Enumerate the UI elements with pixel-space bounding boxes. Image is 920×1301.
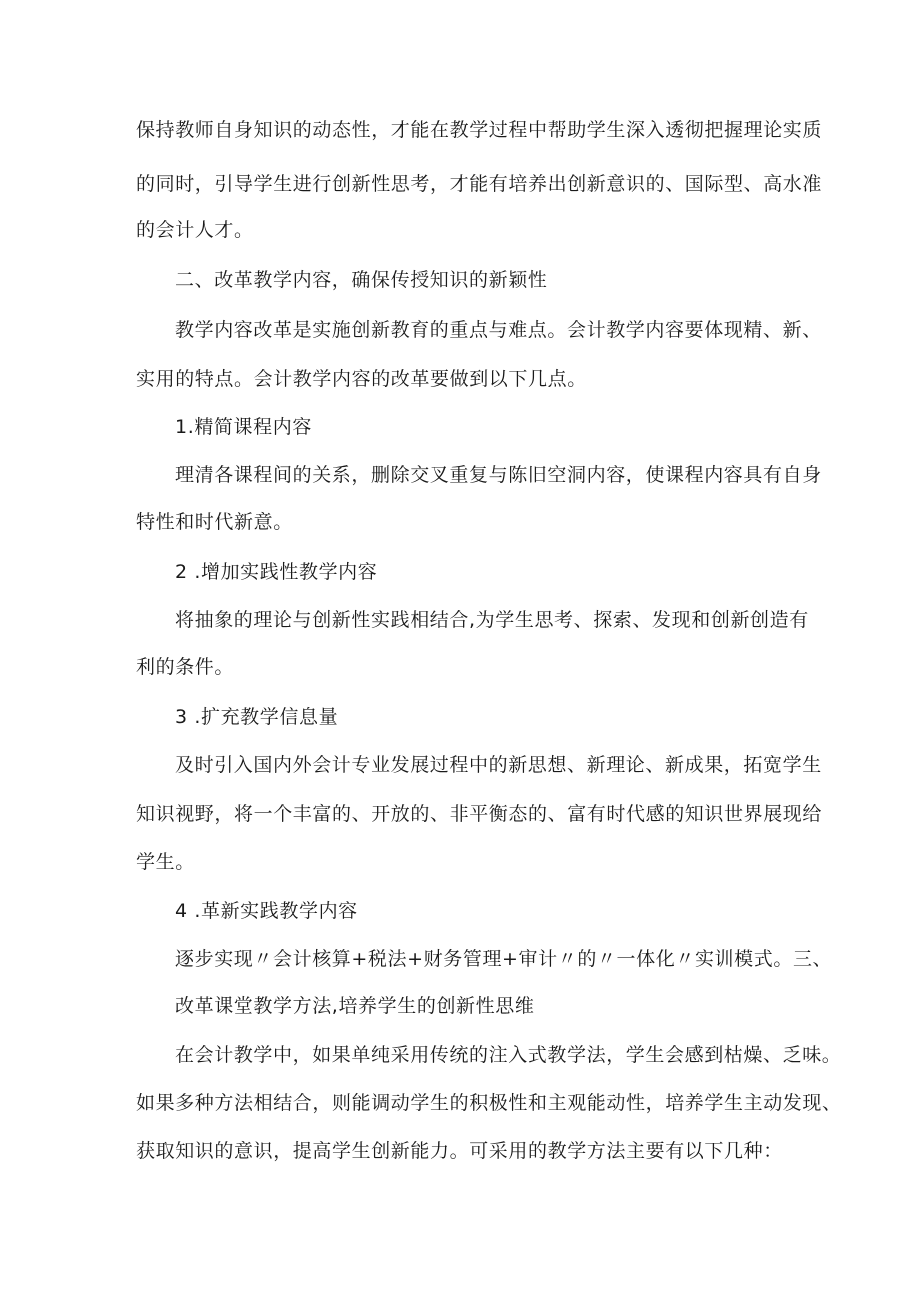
subheading: 4 .革新实践教学内容 (175, 900, 358, 922)
body-text-line: 在会计教学中，如果单纯采用传统的注入式教学法，学生会感到枯燥、乏味。 (175, 1044, 842, 1066)
subheading: 1.精简课程内容 (175, 416, 312, 438)
body-text-line: 实用的特点。会计教学内容的改革要做到以下几点。 (136, 368, 587, 390)
body-text-line: 特性和时代新意。 (136, 511, 293, 533)
body-text-line: 逐步实现〃会计核算+税法+财务管理+审计〃的〃一体化〃实训模式。三、 (175, 948, 833, 970)
body-text-line: 将抽象的理论与创新性实践相结合,为学生思考、探索、发现和创新创造有 (175, 609, 809, 631)
body-text-line: 获取知识的意识，提高学生创新能力。可采用的教学方法主要有以下几种： (136, 1140, 783, 1162)
body-text-line: 理清各课程间的关系，删除交叉重复与陈旧空洞内容，使课程内容具有自身 (175, 464, 822, 486)
body-text-line: 的同时，引导学生进行创新性思考，才能有培养出创新意识的、国际型、高水准 (136, 173, 823, 195)
section-heading: 二、改革教学内容，确保传授知识的新颖性 (175, 269, 548, 291)
body-text-line: 如果多种方法相结合，则能调动学生的积极性和主观能动性，培养学生主动发现、 (136, 1092, 842, 1114)
body-text-line: 及时引入国内外会计专业发展过程中的新思想、新理论、新成果，拓宽学生 (175, 754, 822, 776)
subheading: 2 .增加实践性教学内容 (175, 561, 378, 583)
section-heading: 改革课堂教学方法,培养学生的创新性思维 (175, 995, 535, 1017)
body-text-line: 利的条件。 (136, 656, 235, 678)
body-text-line: 学生。 (136, 851, 195, 873)
body-text-line: 保持教师自身知识的动态性，才能在教学过程中帮助学生深入透彻把握理论实质 (136, 119, 823, 141)
body-text-line: 知识视野，将一个丰富的、开放的、非平衡态的、富有时代感的知识世界展现给 (136, 803, 823, 825)
body-text-line: 的会计人才。 (136, 219, 254, 241)
body-text-line: 教学内容改革是实施创新教育的重点与难点。会计教学内容要体现精、新、 (175, 319, 822, 341)
subheading: 3 .扩充教学信息量 (175, 706, 339, 728)
